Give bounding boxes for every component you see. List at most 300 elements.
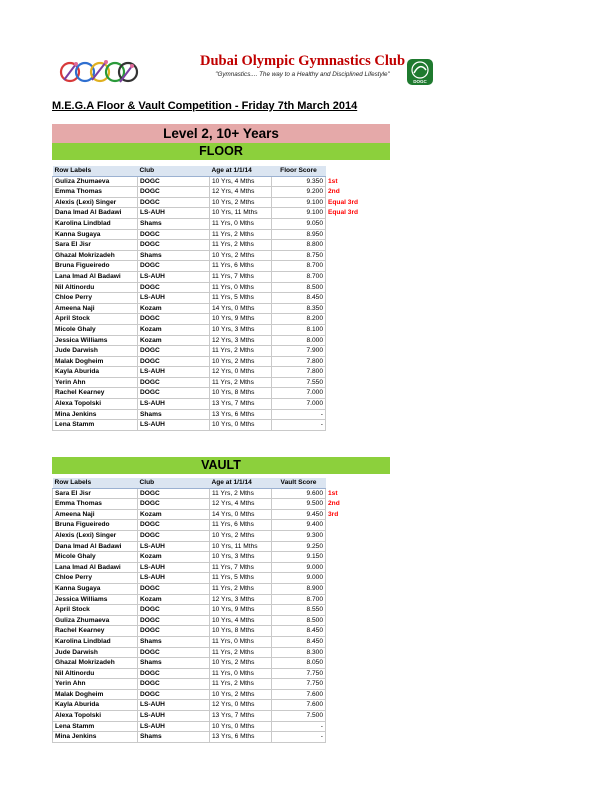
age-cell: 13 Yrs, 7 Mths <box>210 399 272 410</box>
score-cell: 8.300 <box>272 647 326 658</box>
table-row <box>53 282 374 293</box>
club-cell: LS-AUH <box>138 420 210 431</box>
table-row <box>53 197 374 208</box>
age-cell: 12 Yrs, 3 Mths <box>210 594 272 605</box>
athlete-name: Jessica Williams <box>53 335 138 346</box>
club-name: Dubai Olympic Gymnastics Club <box>199 53 406 69</box>
score-cell: 8.200 <box>272 314 326 325</box>
age-cell: 10 Yrs, 3 Mths <box>210 324 272 335</box>
score-cell: 7.750 <box>272 668 326 679</box>
athlete-name: April Stock <box>53 314 138 325</box>
table-row <box>53 679 374 690</box>
score-cell: 8.700 <box>272 261 326 272</box>
place-cell: 1st <box>328 177 338 185</box>
age-cell: 12 Yrs, 4 Mths <box>210 187 272 198</box>
place-cell <box>326 303 374 314</box>
score-cell: 8.050 <box>272 658 326 669</box>
score-cell: 7.000 <box>272 388 326 399</box>
age-cell: 10 Yrs, 4 Mths <box>210 176 272 187</box>
score-cell: - <box>272 721 326 732</box>
age-cell: 11 Yrs, 6 Mths <box>210 520 272 531</box>
place-cell <box>326 520 374 531</box>
age-cell: 10 Yrs, 0 Mths <box>210 420 272 431</box>
score-cell: - <box>272 420 326 431</box>
place-cell <box>326 732 374 743</box>
place-cell <box>326 409 374 420</box>
score-cell: 7.800 <box>272 367 326 378</box>
club-cell: Shams <box>138 409 210 420</box>
score-cell: 8.450 <box>272 626 326 637</box>
athlete-name: Alexis (Lexi) Singer <box>53 197 138 208</box>
age-cell: 11 Yrs, 0 Mths <box>210 636 272 647</box>
place-cell: 1st <box>328 489 338 497</box>
athlete-name: Lana Imad Al Badawi <box>53 271 138 282</box>
club-cell: DOGC <box>138 282 210 293</box>
club-cell: LS-AUH <box>138 562 210 573</box>
table-row <box>53 409 374 420</box>
table-row <box>53 240 374 251</box>
club-cell: DOGC <box>138 605 210 616</box>
club-cell: DOGC <box>138 679 210 690</box>
table-row <box>53 218 374 229</box>
age-cell: 11 Yrs, 0 Mths <box>210 218 272 229</box>
place-cell <box>326 679 374 690</box>
table-row <box>53 335 374 346</box>
age-cell: 10 Yrs, 2 Mths <box>210 689 272 700</box>
athlete-name: Malak Dogheim <box>53 356 138 367</box>
place-cell <box>326 594 374 605</box>
club-cell: DOGC <box>138 530 210 541</box>
table-header-row <box>53 478 374 488</box>
age-cell: 10 Yrs, 4 Mths <box>210 615 272 626</box>
place-cell: 2nd <box>328 188 340 196</box>
table-row <box>53 647 374 658</box>
place-cell <box>326 420 374 431</box>
table-row <box>53 346 374 357</box>
club-cell: DOGC <box>138 346 210 357</box>
place-cell <box>326 700 374 711</box>
age-cell: 11 Yrs, 2 Mths <box>210 229 272 240</box>
place-cell <box>326 282 374 293</box>
age-cell: 10 Yrs, 0 Mths <box>210 721 272 732</box>
athlete-name: Ameena Naji <box>53 303 138 314</box>
place-cell <box>326 530 374 541</box>
place-cell <box>326 721 374 732</box>
age-cell: 12 Yrs, 0 Mths <box>210 367 272 378</box>
athlete-name: Alexis (Lexi) Singer <box>53 530 138 541</box>
athlete-name: Sara El Jisr <box>53 240 138 251</box>
place-cell <box>326 377 374 388</box>
score-cell: 8.950 <box>272 229 326 240</box>
table-row <box>53 250 374 261</box>
place-cell <box>326 367 374 378</box>
table-row <box>53 668 374 679</box>
club-cell: DOGC <box>138 583 210 594</box>
age-cell: 14 Yrs, 0 Mths <box>210 303 272 314</box>
age-cell: 10 Yrs, 11 Mths <box>210 208 272 219</box>
score-cell: 8.350 <box>272 303 326 314</box>
club-cell: Shams <box>138 636 210 647</box>
club-cell: Kozam <box>138 552 210 563</box>
header-floor-score: Floor Score <box>272 166 326 176</box>
athlete-name: Lena Stamm <box>53 721 138 732</box>
place-cell <box>326 250 374 261</box>
table-row <box>53 509 374 520</box>
score-cell: 8.100 <box>272 324 326 335</box>
age-cell: 12 Yrs, 0 Mths <box>210 700 272 711</box>
score-cell: 9.500 <box>272 499 326 510</box>
club-cell: Kozam <box>138 324 210 335</box>
club-emblem-logo <box>406 58 434 86</box>
table-row <box>53 367 374 378</box>
age-cell: 11 Yrs, 0 Mths <box>210 282 272 293</box>
club-cell: DOGC <box>138 615 210 626</box>
table-row <box>53 420 374 431</box>
athlete-name: Kayla Aburida <box>53 367 138 378</box>
table-row <box>53 721 374 732</box>
table-row <box>53 689 374 700</box>
floor-rows <box>53 176 374 430</box>
table-row <box>53 261 374 272</box>
table-row <box>53 541 374 552</box>
club-cell: DOGC <box>138 176 210 187</box>
place-cell <box>326 583 374 594</box>
club-cell: Kozam <box>138 303 210 314</box>
club-cell: DOGC <box>138 499 210 510</box>
age-cell: 11 Yrs, 2 Mths <box>210 583 272 594</box>
athlete-name: Karolina Lindblad <box>53 218 138 229</box>
table-row <box>53 615 374 626</box>
table-row <box>53 658 374 669</box>
club-cell: LS-AUH <box>138 293 210 304</box>
athlete-name: Alexa Topolski <box>53 399 138 410</box>
place-cell <box>326 240 374 251</box>
place-cell <box>326 261 374 272</box>
club-tagline: "Gymnastics.... The way to a Healthy and Disciplined Lifestyle" <box>215 71 390 78</box>
score-cell: 9.350 <box>272 176 326 187</box>
age-cell: 11 Yrs, 7 Mths <box>210 562 272 573</box>
age-cell: 10 Yrs, 2 Mths <box>210 250 272 261</box>
header-row-labels: Row Labels <box>53 166 138 176</box>
score-cell: 7.000 <box>272 399 326 410</box>
club-cell: Kozam <box>138 509 210 520</box>
athlete-name: Rachel Kearney <box>53 388 138 399</box>
club-cell: LS-AUH <box>138 573 210 584</box>
place-cell <box>326 647 374 658</box>
age-cell: 10 Yrs, 2 Mths <box>210 658 272 669</box>
vault-results-table <box>52 478 374 743</box>
place-cell <box>326 668 374 679</box>
athlete-name: Kanna Sugaya <box>53 229 138 240</box>
score-cell: 9.400 <box>272 520 326 531</box>
club-cell: DOGC <box>138 388 210 399</box>
table-row <box>53 605 374 616</box>
table-row <box>53 187 374 198</box>
age-cell: 10 Yrs, 2 Mths <box>210 356 272 367</box>
club-cell: DOGC <box>138 520 210 531</box>
score-cell: 9.600 <box>272 488 326 499</box>
athlete-name: April Stock <box>53 605 138 616</box>
table-row <box>53 626 374 637</box>
age-cell: 11 Yrs, 5 Mths <box>210 573 272 584</box>
place-cell <box>326 573 374 584</box>
athlete-name: Dana Imad Al Badawi <box>53 208 138 219</box>
age-cell: 10 Yrs, 11 Mths <box>210 541 272 552</box>
score-cell: 9.100 <box>272 208 326 219</box>
document-header <box>0 0 612 100</box>
athlete-name: Micole Ghaly <box>53 324 138 335</box>
age-cell: 13 Yrs, 7 Mths <box>210 711 272 722</box>
score-cell: 8.700 <box>272 594 326 605</box>
club-cell: Shams <box>138 218 210 229</box>
place-cell <box>326 399 374 410</box>
score-cell: 9.000 <box>272 573 326 584</box>
athlete-name: Ghazal Mokrizadeh <box>53 250 138 261</box>
place-cell <box>326 293 374 304</box>
club-cell: DOGC <box>138 229 210 240</box>
score-cell: 8.000 <box>272 335 326 346</box>
place-cell <box>326 229 374 240</box>
score-cell: 7.600 <box>272 700 326 711</box>
athlete-name: Chloe Perry <box>53 293 138 304</box>
club-cell: DOGC <box>138 689 210 700</box>
score-cell: - <box>272 409 326 420</box>
gymnastics-rings-logo <box>56 58 140 86</box>
club-cell: Kozam <box>138 335 210 346</box>
place-cell <box>326 626 374 637</box>
floor-results-table <box>52 166 374 431</box>
table-row <box>53 324 374 335</box>
score-cell: 8.500 <box>272 282 326 293</box>
score-cell: 9.450 <box>272 509 326 520</box>
age-cell: 10 Yrs, 9 Mths <box>210 314 272 325</box>
athlete-name: Lena Stamm <box>53 420 138 431</box>
athlete-name: Ameena Naji <box>53 509 138 520</box>
age-cell: 11 Yrs, 2 Mths <box>210 240 272 251</box>
athlete-name: Karolina Lindblad <box>53 636 138 647</box>
age-cell: 14 Yrs, 0 Mths <box>210 509 272 520</box>
table-row <box>53 314 374 325</box>
score-cell: 7.500 <box>272 711 326 722</box>
club-cell: DOGC <box>138 377 210 388</box>
club-cell: DOGC <box>138 314 210 325</box>
age-cell: 10 Yrs, 8 Mths <box>210 388 272 399</box>
place-cell <box>326 324 374 335</box>
place-cell <box>326 335 374 346</box>
place-cell: 2nd <box>328 500 340 508</box>
club-cell: LS-AUH <box>138 721 210 732</box>
club-cell: LS-AUH <box>138 711 210 722</box>
place-cell <box>326 552 374 563</box>
score-cell: 8.450 <box>272 636 326 647</box>
score-cell: 8.900 <box>272 583 326 594</box>
club-cell: LS-AUH <box>138 208 210 219</box>
age-cell: 13 Yrs, 6 Mths <box>210 732 272 743</box>
athlete-name: Guliza Zhumaeva <box>53 176 138 187</box>
table-row <box>53 293 374 304</box>
table-row <box>53 176 374 187</box>
vault-section-banner: VAULT <box>52 457 390 474</box>
athlete-name: Bruna Figueiredo <box>53 261 138 272</box>
club-cell: Kozam <box>138 594 210 605</box>
table-row <box>53 583 374 594</box>
place-cell <box>326 388 374 399</box>
athlete-name: Mina Jenkins <box>53 732 138 743</box>
place-cell <box>326 271 374 282</box>
table-row <box>53 208 374 219</box>
athlete-name: Ghazal Mokrizadeh <box>53 658 138 669</box>
club-cell: Shams <box>138 250 210 261</box>
athlete-name: Chloe Perry <box>53 573 138 584</box>
vault-rows <box>53 488 374 742</box>
table-row <box>53 636 374 647</box>
table-row <box>53 356 374 367</box>
score-cell: 7.600 <box>272 689 326 700</box>
header-vault-score: Vault Score <box>272 478 326 488</box>
header-age: Age at 1/1/14 <box>210 166 272 176</box>
table-row <box>53 552 374 563</box>
score-cell: 8.700 <box>272 271 326 282</box>
header-club: Club <box>138 166 210 176</box>
score-cell: - <box>272 732 326 743</box>
score-cell: 7.900 <box>272 346 326 357</box>
club-cell: LS-AUH <box>138 399 210 410</box>
age-cell: 11 Yrs, 2 Mths <box>210 679 272 690</box>
club-cell: Shams <box>138 732 210 743</box>
score-cell: 9.150 <box>272 552 326 563</box>
athlete-name: Rachel Kearney <box>53 626 138 637</box>
place-cell <box>326 711 374 722</box>
club-cell: LS-AUH <box>138 541 210 552</box>
score-cell: 9.300 <box>272 530 326 541</box>
age-cell: 10 Yrs, 2 Mths <box>210 530 272 541</box>
table-header-row <box>53 166 374 176</box>
header-spacer <box>326 166 374 176</box>
place-cell: Equal 3rd <box>328 209 359 217</box>
place-cell <box>326 689 374 700</box>
age-cell: 10 Yrs, 3 Mths <box>210 552 272 563</box>
athlete-name: Jude Darwish <box>53 346 138 357</box>
place-cell: 3rd <box>328 510 339 518</box>
athlete-name: Bruna Figueiredo <box>53 520 138 531</box>
club-cell: LS-AUH <box>138 367 210 378</box>
age-cell: 10 Yrs, 2 Mths <box>210 197 272 208</box>
table-row <box>53 732 374 743</box>
score-cell: 9.250 <box>272 541 326 552</box>
table-row <box>53 711 374 722</box>
place-cell <box>326 658 374 669</box>
table-row <box>53 573 374 584</box>
age-cell: 11 Yrs, 6 Mths <box>210 261 272 272</box>
club-cell: DOGC <box>138 187 210 198</box>
athlete-name: Guliza Zhumaeva <box>53 615 138 626</box>
athlete-name: Emma Thomas <box>53 499 138 510</box>
score-cell: 8.750 <box>272 250 326 261</box>
athlete-name: Alexa Topolski <box>53 711 138 722</box>
level-banner: Level 2, 10+ Years <box>52 124 390 143</box>
table-row <box>53 303 374 314</box>
age-cell: 11 Yrs, 2 Mths <box>210 377 272 388</box>
club-cell: DOGC <box>138 626 210 637</box>
athlete-name: Mina Jenkins <box>53 409 138 420</box>
score-cell: 8.500 <box>272 615 326 626</box>
score-cell: 8.800 <box>272 240 326 251</box>
athlete-name: Jude Darwish <box>53 647 138 658</box>
age-cell: 12 Yrs, 3 Mths <box>210 335 272 346</box>
club-cell: DOGC <box>138 356 210 367</box>
age-cell: 10 Yrs, 8 Mths <box>210 626 272 637</box>
athlete-name: Jessica Williams <box>53 594 138 605</box>
table-row <box>53 499 374 510</box>
athlete-name: Kayla Aburida <box>53 700 138 711</box>
athlete-name: Nil Altinordu <box>53 668 138 679</box>
athlete-name: Sara El Jisr <box>53 488 138 499</box>
club-cell: LS-AUH <box>138 700 210 711</box>
place-cell <box>326 541 374 552</box>
emblem-text: DOGC <box>413 79 427 84</box>
score-cell: 9.050 <box>272 218 326 229</box>
club-cell: DOGC <box>138 261 210 272</box>
score-cell: 9.200 <box>272 187 326 198</box>
place-cell <box>326 346 374 357</box>
place-cell <box>326 605 374 616</box>
table-row <box>53 530 374 541</box>
age-cell: 11 Yrs, 7 Mths <box>210 271 272 282</box>
age-cell: 11 Yrs, 2 Mths <box>210 346 272 357</box>
place-cell <box>326 636 374 647</box>
table-row <box>53 399 374 410</box>
score-cell: 9.000 <box>272 562 326 573</box>
athlete-name: Malak Dogheim <box>53 689 138 700</box>
table-row <box>53 520 374 531</box>
table-row <box>53 700 374 711</box>
age-cell: 11 Yrs, 5 Mths <box>210 293 272 304</box>
club-cell: DOGC <box>138 647 210 658</box>
competition-title: M.E.G.A Floor & Vault Competition - Friday 7th March 2014 <box>52 100 358 112</box>
table-row <box>53 562 374 573</box>
age-cell: 13 Yrs, 6 Mths <box>210 409 272 420</box>
table-row <box>53 388 374 399</box>
place-cell: Equal 3rd <box>328 198 359 206</box>
age-cell: 11 Yrs, 2 Mths <box>210 488 272 499</box>
athlete-name: Micole Ghaly <box>53 552 138 563</box>
age-cell: 10 Yrs, 9 Mths <box>210 605 272 616</box>
header-row-labels: Row Labels <box>53 478 138 488</box>
age-cell: 11 Yrs, 0 Mths <box>210 668 272 679</box>
header-age: Age at 1/1/14 <box>210 478 272 488</box>
athlete-name: Yerin Ahn <box>53 377 138 388</box>
athlete-name: Dana Imad Al Badawi <box>53 541 138 552</box>
score-cell: 7.750 <box>272 679 326 690</box>
score-cell: 8.550 <box>272 605 326 616</box>
athlete-name: Nil Altinordu <box>53 282 138 293</box>
table-row <box>53 377 374 388</box>
floor-section-banner: FLOOR <box>52 143 390 160</box>
table-row <box>53 271 374 282</box>
place-cell <box>326 356 374 367</box>
header-club: Club <box>138 478 210 488</box>
place-cell <box>326 218 374 229</box>
score-cell: 9.100 <box>272 197 326 208</box>
score-cell: 8.450 <box>272 293 326 304</box>
table-row <box>53 229 374 240</box>
score-cell: 7.550 <box>272 377 326 388</box>
club-cell: LS-AUH <box>138 271 210 282</box>
club-cell: DOGC <box>138 240 210 251</box>
header-spacer <box>326 478 374 488</box>
athlete-name: Kanna Sugaya <box>53 583 138 594</box>
table-row <box>53 488 374 499</box>
